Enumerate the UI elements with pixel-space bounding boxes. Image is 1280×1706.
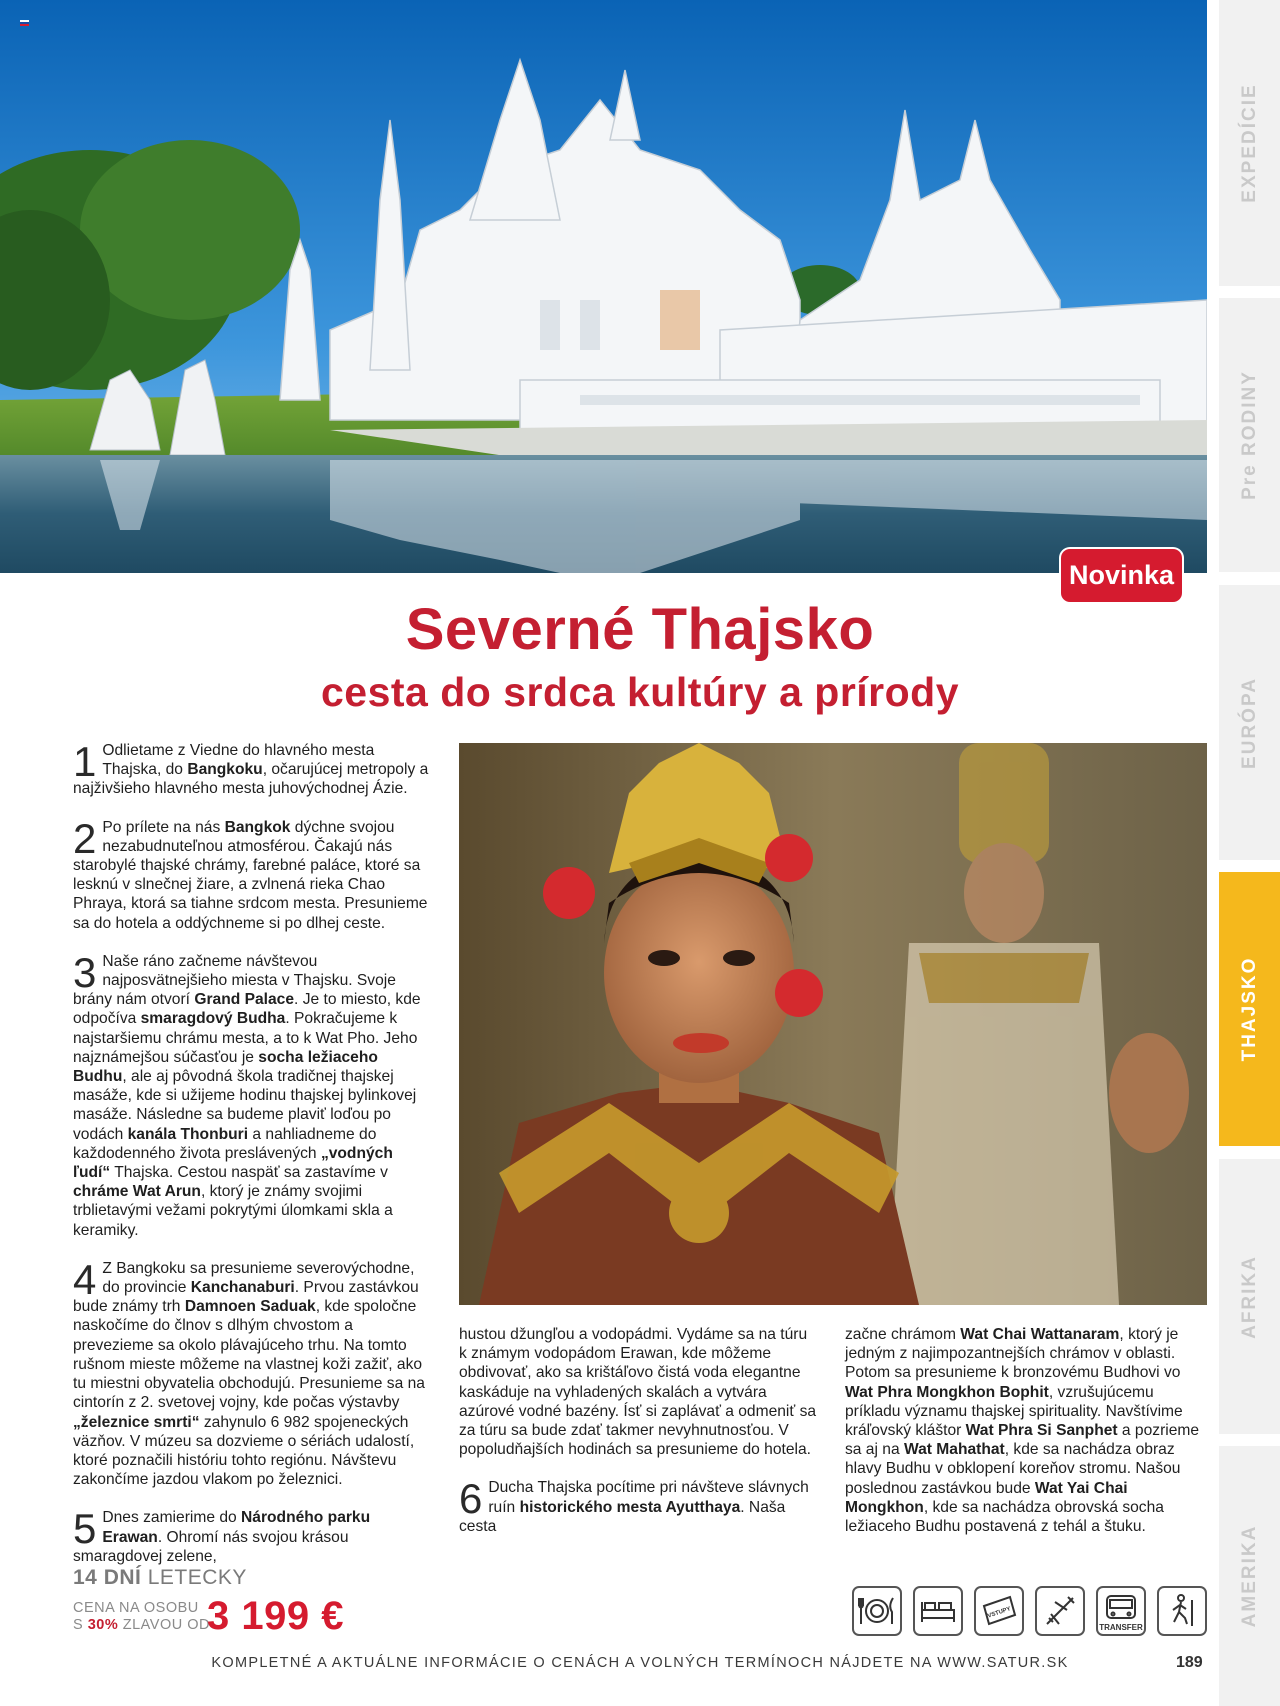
tab-europa[interactable]: EURÓPA (1219, 585, 1280, 860)
tab-expedicie[interactable]: EXPEDÍCIE (1219, 0, 1280, 286)
new-badge: Novinka (1061, 549, 1182, 602)
page-title: Severné Thajsko (405, 597, 875, 662)
trip-duration: 14 DNÍ LETECKY (73, 1566, 247, 1589)
itinerary-day-2: 2 Po prílete na nás Bangkok dýchne svojou nezabudnuteľnou atmosférou. Čakajú nás starobylé thajské chrámy, farebné paláce, ktoré sa lesknú v slnečnej žiare, a zvlnená rieka Chao Phraya, ktorá sa tiahne srdcom mesta. Presunieme sa do hotela a oddýchneme si po dlhej ceste. (73, 814, 428, 932)
itinerary-column-2 (459, 1325, 819, 1555)
itinerary-day-5: 5 Dnes zamierime do Národného parku Erawan. Ohromí nás svojou krásou smaragdovej zelene, (73, 1505, 371, 1565)
tab-pre-rodiny[interactable]: Pre RODINY (1219, 298, 1280, 572)
itinerary-day-1: 1 Odlietame z Viedne do hlavného mesta Thajska, do Bangkoku, očarujúcej metropoly a najživšieho hlavného mesta juhovýchodnej Ázie. (73, 738, 429, 798)
hiking-icon (1157, 1586, 1207, 1636)
tab-thajsko[interactable]: THAJSKO (1219, 872, 1280, 1146)
tab-afrika[interactable]: AFRIKA (1219, 1159, 1280, 1434)
page-subtitle: cesta do srdca kultúry a prírody (320, 669, 960, 715)
page-number: 189 (1176, 1654, 1203, 1671)
itinerary-day-3: 3 Naše ráno začneme návštevou najposvätnejšieho miesta v Thajsku. Svoje brány nám otvorí Grand Palace. Je to miesto, kde odpočíva smaragdový Budha. Pokračujeme k najstaršiemu chrámu mesta, a to k Wat Pho. Jeho najznámejšou súčasťou je socha ležiaceho Budhu, ale aj pôvodná škola tradičnej thajskej masáže, kde si užijeme hodinu thajskej bylinkovej masáže. Následne sa budeme plaviť loďou po vodách kanála Thonburi a nahliadneme do každodenného života preslávených „vodných ľudí“ Thajska. Cestou naspäť sa zastavíme v chráme Wat Arun, ktorý je známy svojimi trblietavými vežami pokrytými úlomkami skla a keramiky. (73, 948, 421, 1239)
included-services (852, 1586, 1208, 1638)
ticket-icon (974, 1586, 1024, 1636)
meals-icon (852, 1586, 902, 1636)
itinerary-day-4: 4 Z Bangkoku sa presunieme severovýchodne, do provincie Kanchanaburi. Prvou zastávkou bude známy trh Damnoen Saduak, kde spoločne naskočíme do člnov s dlhým chvostom a prevezieme sa okolo plávajúceho trhu. Na tomto rušnom mieste môžeme na vlastnej koži zažiť, ako tu miestni obyvatelia obchodujú. Presunieme sa na cintorín z 2. svetovej vojny, kde počas výstavby „železnice smrti“ zahynulo 6 982 spojeneckých väzňov. V múzeu sa dozvieme o sériách udalostí, ktoré poznačili históriu tohto regiónu. Návštevu zakončíme jazdou vlakom po železnici. (73, 1255, 425, 1489)
day-number: 4 (73, 1255, 97, 1303)
price-label: CENA NA OSOBU S 30% ZLAVOU OD (73, 1600, 210, 1633)
section-tabs (1219, 0, 1280, 1706)
day-number: 1 (73, 738, 97, 785)
itinerary-day-5-continued: hustou džungľou a vodopádmi. Vydáme sa na túru k známym vodopádom Erawan, kde môžeme obdivovať, ako sa krištáľovo čistá voda elegantne kaskáduje na vyhladených skalách a vytvára azúrové vodné bazény. Ísť si zaplávať a odmeniť sa za túru sa bude zdať takmer nevyhnutnosťou. V popoludňajších hodinách sa presunieme do hotela. (459, 1326, 817, 1459)
day-number: 6 (459, 1475, 483, 1523)
photo-thai-dancer (459, 743, 1207, 1305)
tab-amerika[interactable]: AMERIKA (1219, 1446, 1280, 1706)
itinerary-column-1 (73, 738, 431, 1585)
bed-icon (913, 1586, 963, 1636)
itinerary-column-3 (845, 1325, 1207, 1555)
hero-photo-white-temple (0, 0, 1207, 573)
day-number: 3 (73, 948, 97, 996)
flight-icon (1035, 1586, 1085, 1636)
svg-text:VSTUPY: VSTUPY (986, 1606, 1012, 1620)
price-amount: 3 199 € (207, 1594, 344, 1638)
day-number: 2 (73, 814, 97, 862)
itinerary-day-6: 6 Ducha Thajska pocítime pri návšteve slávnych ruín historického mesta Ayutthaya. Naša cesta (459, 1475, 809, 1535)
transfer-icon: TRANSFER (1096, 1586, 1146, 1636)
day-number: 5 (73, 1505, 97, 1553)
language-flag-icon (20, 20, 29, 26)
itinerary-day-6-continued: začne chrámom Wat Chai Wattanaram, ktorý je jedným z najimpozantnejších chrámov v oblasti. Potom sa presunieme k bronzovému Budhovi vo Wat Phra Mongkhon Bophit, vzrušujúcemu príkladu významu thajskej spirituality. Navštívime kráľovský kláštor Wat Phra Si Sanphet a pozrieme sa aj na Wat Mahathat, kde sa nachádza obraz hlavy Budhu v obklopení koreňov stromu. Našou poslednou zastávkou bude Wat Yai Chai Mongkhon, kde sa nachádza obrovská socha ležiaceho Budhu postavená z tehál a štuku. (845, 1326, 1200, 1536)
footer-info: KOMPLETNÉ A AKTUÁLNE INFORMÁCIE O CENÁCH A VOLNÝCH TERMÍNOCH NÁJDETE NA WWW.SATUR.SK (211, 1655, 1069, 1671)
